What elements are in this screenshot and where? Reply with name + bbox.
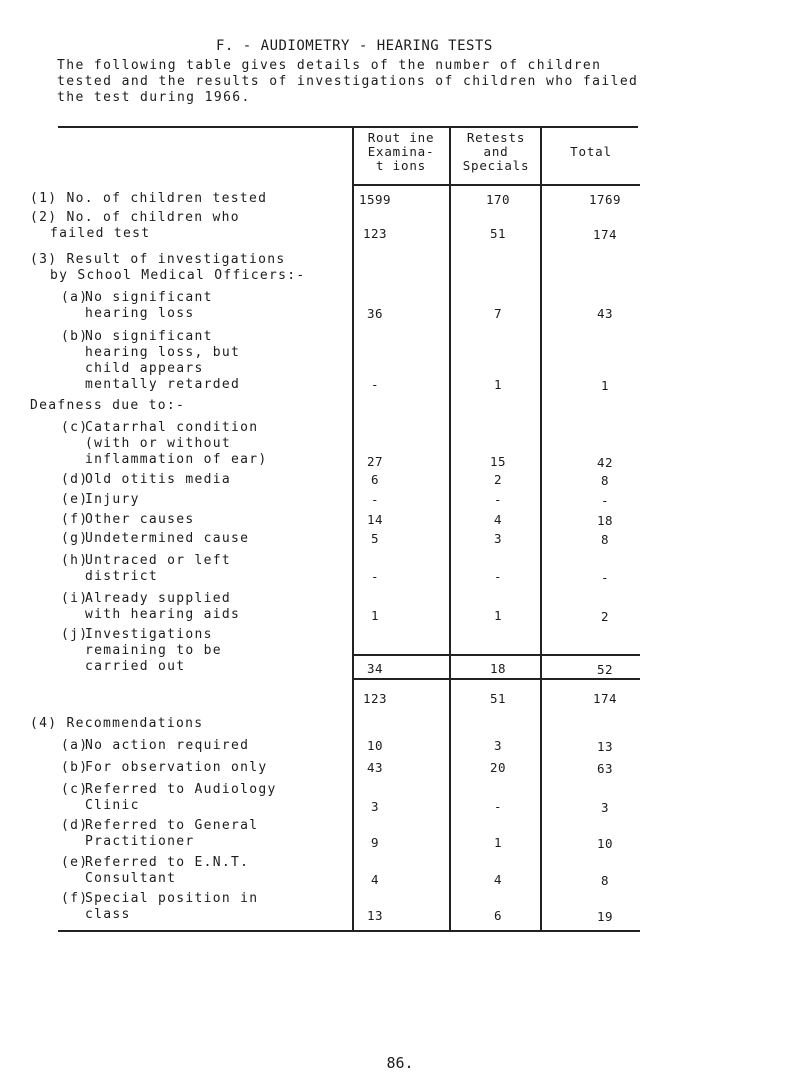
cell-retests: 51 [489, 226, 507, 241]
cell-retests: 6 [493, 908, 503, 923]
header-bottom-rule [352, 184, 640, 186]
cell-retests: 15 [489, 454, 507, 469]
item-label: Referred to General [85, 818, 259, 833]
cell-total: 8 [600, 532, 610, 547]
cell-total: 174 [592, 227, 618, 242]
cell-retests: 3 [493, 531, 503, 546]
cell-routine: 43 [366, 760, 384, 775]
cell-total: 19 [596, 909, 614, 924]
row-label: (1) No. of children tested [30, 191, 268, 206]
item-marker: (d) [61, 472, 89, 487]
cell-total: 3 [600, 800, 610, 815]
cell-total: 52 [596, 662, 614, 677]
cell-total: 43 [596, 306, 614, 321]
cell-routine: 6 [370, 472, 380, 487]
cell-retests: - [493, 569, 503, 584]
cell-retests: - [493, 799, 503, 814]
cell-retests: 3 [493, 738, 503, 753]
cell-total: 8 [600, 473, 610, 488]
subtotal-top-rule [352, 654, 640, 656]
item-label: Undetermined cause [85, 531, 250, 546]
cell-retests: 4 [493, 872, 503, 887]
column-divider-3 [540, 127, 542, 931]
item-label: carried out [85, 659, 186, 674]
cell-routine: - [370, 492, 380, 507]
item-label: Already supplied [85, 591, 232, 606]
cell-routine: 9 [370, 835, 380, 850]
item-label: district [85, 569, 159, 584]
page-title: F. - AUDIOMETRY - HEARING TESTS [216, 38, 493, 54]
cell-retests: 20 [489, 760, 507, 775]
subtotal-total: 174 [592, 691, 618, 706]
item-marker: (g) [61, 531, 89, 546]
item-marker: (d) [61, 818, 89, 833]
header-retests-line: Retests [466, 130, 526, 145]
cell-retests: 18 [489, 661, 507, 676]
cell-routine: 5 [370, 531, 380, 546]
section-heading: (4) Recommendations [30, 716, 204, 731]
item-label: Practitioner [85, 834, 195, 849]
item-label: Referred to Audiology [85, 782, 277, 797]
item-label: inflammation of ear) [85, 452, 268, 467]
cell-total: 42 [596, 455, 614, 470]
item-marker: (b) [61, 760, 89, 775]
cell-retests: 4 [493, 512, 503, 527]
cell-routine: 10 [366, 738, 384, 753]
cell-routine: 123 [362, 226, 388, 241]
deafness-heading: Deafness due to:- [30, 398, 186, 413]
cell-total: 10 [596, 836, 614, 851]
item-label: class [85, 907, 131, 922]
row-label: failed test [50, 226, 151, 241]
cell-total: 1 [600, 378, 610, 393]
table-bottom-rule [58, 930, 640, 932]
item-label: Consultant [85, 871, 177, 886]
cell-routine: 27 [366, 454, 384, 469]
item-label: Old otitis media [85, 472, 232, 487]
header-routine [352, 131, 450, 173]
item-label: hearing loss [85, 306, 195, 321]
intro-paragraph: The following table gives details of the number of children tested and the results of investigations of children who failed the test during 1966. [57, 58, 639, 105]
cell-routine: - [370, 569, 380, 584]
row-label: (2) No. of children who [30, 210, 240, 225]
page-number: 86. [386, 1054, 414, 1072]
item-label: Injury [85, 492, 140, 507]
cell-routine: 3 [370, 799, 380, 814]
item-marker: (j) [61, 627, 89, 642]
header-total-line: Total [570, 144, 612, 159]
item-label: No significant [85, 290, 213, 305]
cell-total: 63 [596, 761, 614, 776]
item-marker: (e) [61, 492, 89, 507]
cell-retests: 170 [485, 192, 511, 207]
item-marker: (b) [61, 329, 89, 344]
item-label: (with or without [85, 436, 232, 451]
item-label: Untraced or left [85, 553, 232, 568]
item-label: with hearing aids [85, 607, 241, 622]
cell-routine: - [370, 377, 380, 392]
item-marker: (c) [61, 420, 89, 435]
cell-total: - [600, 493, 610, 508]
header-retests-line: Specials [462, 158, 530, 173]
cell-routine: 14 [366, 512, 384, 527]
cell-retests: 1 [493, 835, 503, 850]
column-divider-2 [449, 127, 451, 931]
cell-retests: 2 [493, 472, 503, 487]
item-label: Catarrhal condition [85, 420, 259, 435]
item-label: remaining to be [85, 643, 222, 658]
cell-routine: 13 [366, 908, 384, 923]
cell-total: 2 [600, 609, 610, 624]
cell-total: 1769 [588, 192, 622, 207]
item-label: No significant [85, 329, 213, 344]
section-heading: by School Medical Officers:- [50, 268, 306, 283]
item-marker: (a) [61, 290, 89, 305]
cell-routine: 4 [370, 872, 380, 887]
table-top-rule [58, 126, 638, 128]
item-marker: (c) [61, 782, 89, 797]
item-label: No action required [85, 738, 250, 753]
cell-retests: 1 [493, 377, 503, 392]
cell-retests: - [493, 492, 503, 507]
cell-total: 18 [596, 513, 614, 528]
item-label: Clinic [85, 798, 140, 813]
cell-routine: 34 [366, 661, 384, 676]
cell-total: - [600, 570, 610, 585]
cell-routine: 1599 [358, 192, 392, 207]
header-routine-line: t ions [376, 158, 426, 173]
subtotal-routine: 123 [362, 691, 388, 706]
item-marker: (a) [61, 738, 89, 753]
item-label: mentally retarded [85, 377, 241, 392]
item-marker: (i) [61, 591, 89, 606]
item-label: Referred to E.N.T. [85, 855, 250, 870]
item-marker: (h) [61, 553, 89, 568]
cell-routine: 36 [366, 306, 384, 321]
cell-retests: 1 [493, 608, 503, 623]
section-heading: (3) Result of investigations [30, 252, 286, 267]
cell-total: 13 [596, 739, 614, 754]
subtotal-retests: 51 [489, 691, 507, 706]
header-routine-line: Examina- [367, 144, 435, 159]
item-label: Investigations [85, 627, 213, 642]
header-retests-line: and [483, 144, 509, 159]
header-retests [451, 131, 541, 173]
item-label: For observation only [85, 760, 268, 775]
cell-routine: 1 [370, 608, 380, 623]
item-marker: (f) [61, 891, 89, 906]
item-marker: (e) [61, 855, 89, 870]
subtotal-bottom-rule [352, 678, 640, 680]
item-label: Special position in [85, 891, 259, 906]
cell-total: 8 [600, 873, 610, 888]
item-label: child appears [85, 361, 204, 376]
header-routine-line: Rout ine [367, 130, 435, 145]
header-total [542, 145, 640, 159]
item-label: Other causes [85, 512, 195, 527]
item-marker: (f) [61, 512, 89, 527]
item-label: hearing loss, but [85, 345, 241, 360]
cell-retests: 7 [493, 306, 503, 321]
